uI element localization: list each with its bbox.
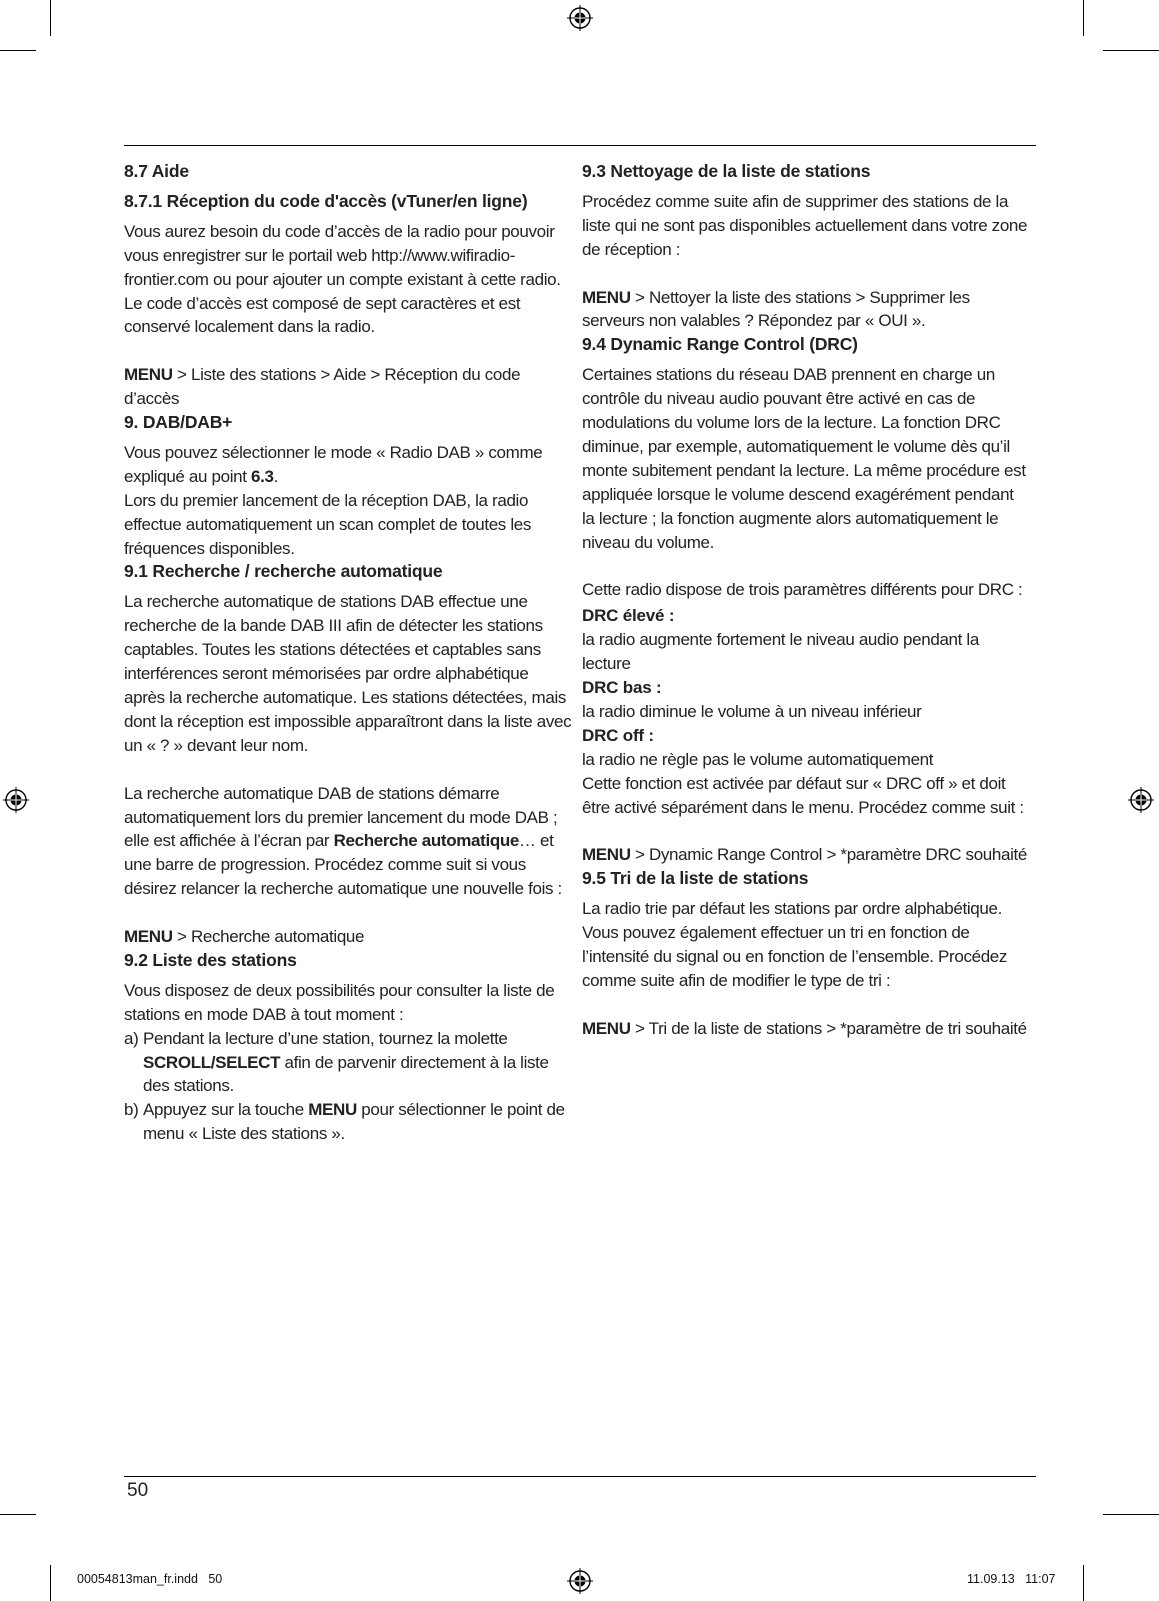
section-heading-8-7: 8.7 Aide xyxy=(124,161,189,181)
footer-rule xyxy=(124,1476,1036,1477)
registration-mark-icon xyxy=(567,5,593,31)
paragraph: Vous aurez besoin du code d’accès de la radio pour pouvoir vous enregistrer sur le portail web http://www.wifiradio-frontier.com ou pour ajouter un compte existant à cette radio. xyxy=(124,221,561,289)
menu-path: MENU > Tri de la liste de stations > *paramètre de tri souhaité xyxy=(582,1018,1027,1038)
menu-path: MENU > Recherche automatique xyxy=(124,927,365,947)
menu-path: MENU > Liste des stations > Aide > Réception du code d’accès xyxy=(124,365,521,409)
crop-mark xyxy=(0,1514,36,1515)
crop-mark xyxy=(1103,50,1159,51)
crop-mark xyxy=(1103,1514,1159,1515)
left-column xyxy=(124,160,572,1146)
section-heading-9-3: 9.3 Nettoyage de la liste de stations xyxy=(582,161,871,181)
paragraph: Cette fonction est activée par défaut sur « DRC off » et doit être activé séparément dans le menu. Procédez comme suit : xyxy=(582,773,1024,817)
crop-mark xyxy=(0,50,36,51)
menu-path: MENU > Dynamic Range Control > *paramètre DRC souhaité xyxy=(582,845,1028,865)
crop-mark xyxy=(50,1565,51,1601)
paragraph: Procédez comme suite afin de supprimer des stations de la liste qui ne sont pas disponibles actuellement dans votre zone de réception : xyxy=(582,191,1028,259)
paragraph: Cette radio dispose de trois paramètres différents pour DRC : xyxy=(582,580,1023,600)
paragraph: Certaines stations du réseau DAB prennent en charge un contrôle du niveau audio pouvant être activé en cas de modulations du volume lors de la lecture. La fonction DRC diminue, par exemple, automatiquement le volume dès qu’il monte subitement pendant la lecture. La même procédure est appliquée lorsque le volume descend exagérément pendant la lecture ; la fonction augmente alors automatiquement le niveau du volume. xyxy=(582,365,1026,552)
crop-mark xyxy=(50,0,51,36)
right-column xyxy=(582,160,1030,1041)
date-slug: 11.09.13 11:07 xyxy=(967,1572,1056,1586)
list-item: b) Appuyez sur la touche MENU pour sélectionner le point de menu « Liste des stations ». xyxy=(124,1100,565,1144)
list-item: a) Pendant la lecture d’une station, tournez la molette SCROLL/SELECT afin de parvenir directement à la liste des stations. xyxy=(124,1028,549,1096)
menu-key: MENU xyxy=(124,365,173,385)
paragraph: Le code d’accès est composé de sept caractères et est conservé localement dans la radio. xyxy=(124,293,521,337)
paragraph: la radio diminue le volume à un niveau inférieur xyxy=(582,701,922,721)
paragraph: La recherche automatique DAB de stations démarre automatiquement lors du premier lancement du mode DAB ; elle est affichée à l’écran par Recherche automatique… et une barre de progression. Procédez comme suit si vous désirez relancer la recherche automatique une nouvelle fois : xyxy=(124,783,562,899)
section-heading-9-2: 9.2 Liste des stations xyxy=(124,949,297,970)
section-heading-9-1: 9.1 Recherche / recherche automatique xyxy=(124,561,443,582)
menu-path: MENU > Nettoyer la liste des stations > Supprimer les serveurs non valables ? Répondez par « OUI ». xyxy=(582,287,970,331)
paragraph: La radio trie par défaut les stations par ordre alphabétique. Vous pouvez également effectuer un tri en fonction de l’intensité du signal ou en fonction de l’ensemble. Procédez comme suite afin de modifier le type de tri : xyxy=(582,899,1008,990)
registration-mark-icon xyxy=(3,787,29,813)
paragraph: La recherche automatique de stations DAB effectue une recherche de la bande DAB III afin de détecter les stations captables. Toutes les stations détectées et captables sans interférences seront mémorisées par ordre alphabétique après la recherche automatique. Les stations détectées, mais dont la réception est impossible apparaîtront dans la liste avec un « ? » devant leur nom. xyxy=(124,592,572,755)
menu-key: MENU xyxy=(582,1018,631,1038)
drc-off-label: DRC off : xyxy=(582,725,654,745)
registration-mark-icon xyxy=(1128,787,1154,813)
drc-high-label: DRC élevé : xyxy=(582,606,675,626)
section-heading-9: 9. DAB/DAB+ xyxy=(124,412,233,433)
paragraph: Vous disposez de deux possibilités pour consulter la liste de stations en mode DAB à tout moment : xyxy=(124,980,555,1024)
crop-mark xyxy=(1083,0,1084,36)
crop-mark xyxy=(1083,1565,1084,1601)
section-heading-8-7-1: 8.7.1 Réception du code d'accès (vTuner/en ligne) xyxy=(124,190,528,211)
section-heading-9-5: 9.5 Tri de la liste de stations xyxy=(582,868,809,889)
menu-key: MENU xyxy=(124,927,173,947)
paragraph: Vous pouvez sélectionner le mode « Radio DAB » comme expliqué au point 6.3. xyxy=(124,442,543,486)
menu-key: MENU xyxy=(582,845,631,865)
registration-mark-icon xyxy=(567,1568,593,1594)
page-number: 50 xyxy=(127,1480,149,1501)
section-heading-9-4: 9.4 Dynamic Range Control (DRC) xyxy=(582,334,858,355)
header-rule xyxy=(124,145,1036,146)
paragraph: Lors du premier lancement de la réception DAB, la radio effectue automatiquement un scan complet de toutes les fréquences disponibles. xyxy=(124,490,531,558)
drc-low-label: DRC bas : xyxy=(582,678,662,697)
paragraph: la radio augmente fortement le niveau audio pendant la lecture xyxy=(582,630,979,674)
paragraph: la radio ne règle pas le volume automatiquement xyxy=(582,749,934,769)
menu-key: MENU xyxy=(582,287,631,307)
file-slug: 00054813man_fr.indd 50 xyxy=(77,1572,223,1586)
